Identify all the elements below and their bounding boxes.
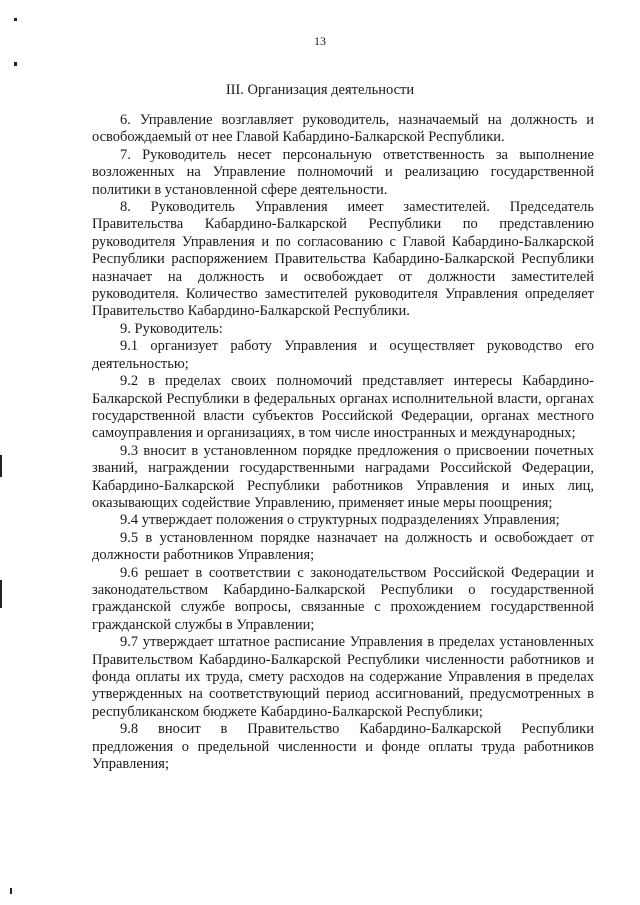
page-number: 13	[314, 34, 326, 48]
paragraph: 7. Руководитель несет персональную ответственность за выполнение возложенных на Управление полномочий и реализацию государственной политики в установленной сфере деятельности.	[92, 146, 594, 198]
scan-mark-left-2	[0, 580, 2, 608]
paragraph: 8. Руководитель Управления имеет заместителей. Председатель Правительства Кабардино-Балкарской Республики по представлению руководителя Управления и по согласованию с Главой Кабардино-Балкарской Республики распоряжением Правительства Кабардино-Балкарской Республики назначает на должность и освобождает от должности заместителей руководителя. Количество заместителей руководителя Управления определяет Правительство Кабардино-Балкарской Республики.	[92, 199, 594, 320]
paragraph: 9.7 утверждает штатное расписание Управления в пределах установленных Правительством Кабардино-Балкарской Республики численности работников и фонда оплаты их труда, смету расходов на содержание Управления в пределах утвержденных на соответствующий период ассигнований, предусмотренных в республиканском бюджете Кабардино-Балкарской Республики;	[92, 634, 594, 720]
paragraph: 9.2 в пределах своих полномочий представляет интересы Кабардино-Балкарской Республики в федеральных органах исполнительной власти, органах государственной власти субъектов Российской Федерации, органах местного самоуправления и организациях, в том числе иностранных и международных;	[92, 373, 594, 442]
scan-mark-bottom	[10, 888, 12, 894]
document-body	[92, 112, 594, 773]
paragraph: 9.1 организует работу Управления и осуществляет руководство его деятельностью;	[92, 338, 594, 372]
paragraph: 9. Руководитель:	[120, 320, 223, 337]
paragraph: 6. Управление возглавляет руководитель, назначаемый на должность и освобождаемый от нее Главой Кабардино-Балкарской Республики.	[92, 112, 594, 146]
scan-mark-upper	[14, 62, 17, 66]
paragraph: 9.4 утверждает положения о структурных подразделениях Управления;	[120, 512, 560, 529]
scan-mark-top	[14, 18, 17, 21]
paragraph: 9.6 решает в соответствии с законодательством Российской Федерации и законодательством Кабардино-Балкарской Республики о государственной гражданской службе вопросы, связанные с прохождением государственной гражданской службы в Управлении;	[92, 564, 594, 633]
paragraph: 9.5 в установленном порядке назначает на должность и освобождает от должности работников Управления;	[92, 529, 594, 564]
scan-mark-left-1	[0, 455, 2, 477]
section-title: III. Организация деятельности	[225, 82, 415, 98]
paragraph: 9.3 вносит в установленном порядке предложения о присвоении почетных званий, награждении государственными наградами Российской Федерации, Кабардино-Балкарской Республики работников Управления и иных лиц, оказывающих содействие Управлению, применяет иные меры поощрения;	[92, 442, 594, 511]
paragraph: 9.8 вносит в Правительство Кабардино-Балкарской Республики предложения о предельной численности и фонде оплаты труда работников Управления;	[92, 721, 594, 773]
